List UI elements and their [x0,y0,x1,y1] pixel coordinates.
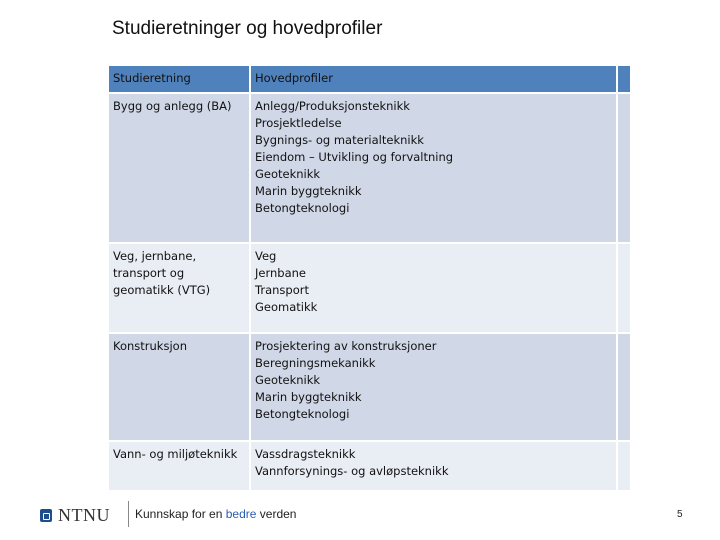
profile-item: Jernbane [255,266,306,280]
tagline-accent: bedre [225,507,257,521]
footer-tagline [135,507,296,521]
profile-item: Eiendom – Utvikling og forvaltning [255,150,454,164]
profile-item: Bygnings- og materialteknikk [255,133,424,147]
row-studieretning: Vann- og miljøteknikk [108,441,250,491]
profile-item: Geomatikk [255,300,318,314]
table-row [108,243,631,333]
row-hovedprofiler [250,333,617,441]
footer-divider [128,501,129,527]
studieretning-table [107,64,632,492]
ntnu-logo-icon [40,509,52,522]
header-studieretning: Studieretning [108,65,250,93]
row-studieretning: Konstruksjon [108,333,250,441]
profile-item: Vassdragsteknikk [255,447,356,461]
header-spacer [617,65,631,93]
row-hovedprofiler [250,441,617,491]
row-hovedprofiler [250,243,617,333]
row-hovedprofiler [250,93,617,243]
ntnu-logo-text: NTNU [58,505,110,525]
row-studieretning: Veg, jernbane, transport og geomatikk (VTG) [108,243,250,333]
slide-title: Studieretninger og hovedprofiler [112,18,383,39]
profile-item: Transport [255,283,309,297]
tagline-end: verden [256,507,297,521]
table-row [108,441,631,491]
row-studieretning: Bygg og anlegg (BA) [108,93,250,243]
table-row [108,333,631,441]
profile-item: Marin byggteknikk [255,184,362,198]
profile-item: Prosjektering av konstruksjoner [255,339,437,353]
profile-item: Marin byggteknikk [255,390,362,404]
profile-item: Geoteknikk [255,373,321,387]
table-header-row [108,65,631,93]
profile-item: Vannforsynings- og avløpsteknikk [255,464,449,478]
table-row [108,93,631,243]
header-hovedprofiler: Hovedprofiler [250,65,617,93]
profile-item: Veg [255,249,277,263]
row-spacer [617,243,631,333]
profile-item: Betongteknologi [255,201,350,215]
tagline-start: Kunnskap for en [135,507,226,521]
profile-item: Beregningsmekanikk [255,356,376,370]
ntnu-logo[interactable] [40,505,110,526]
row-spacer [617,441,631,491]
profile-item: Anlegg/Produksjonsteknikk [255,99,410,113]
row-spacer [617,333,631,441]
profile-item: Geoteknikk [255,167,321,181]
profile-item: Prosjektledelse [255,116,342,130]
page-number: 5 [677,509,683,520]
row-spacer [617,93,631,243]
profile-item: Betongteknologi [255,407,350,421]
